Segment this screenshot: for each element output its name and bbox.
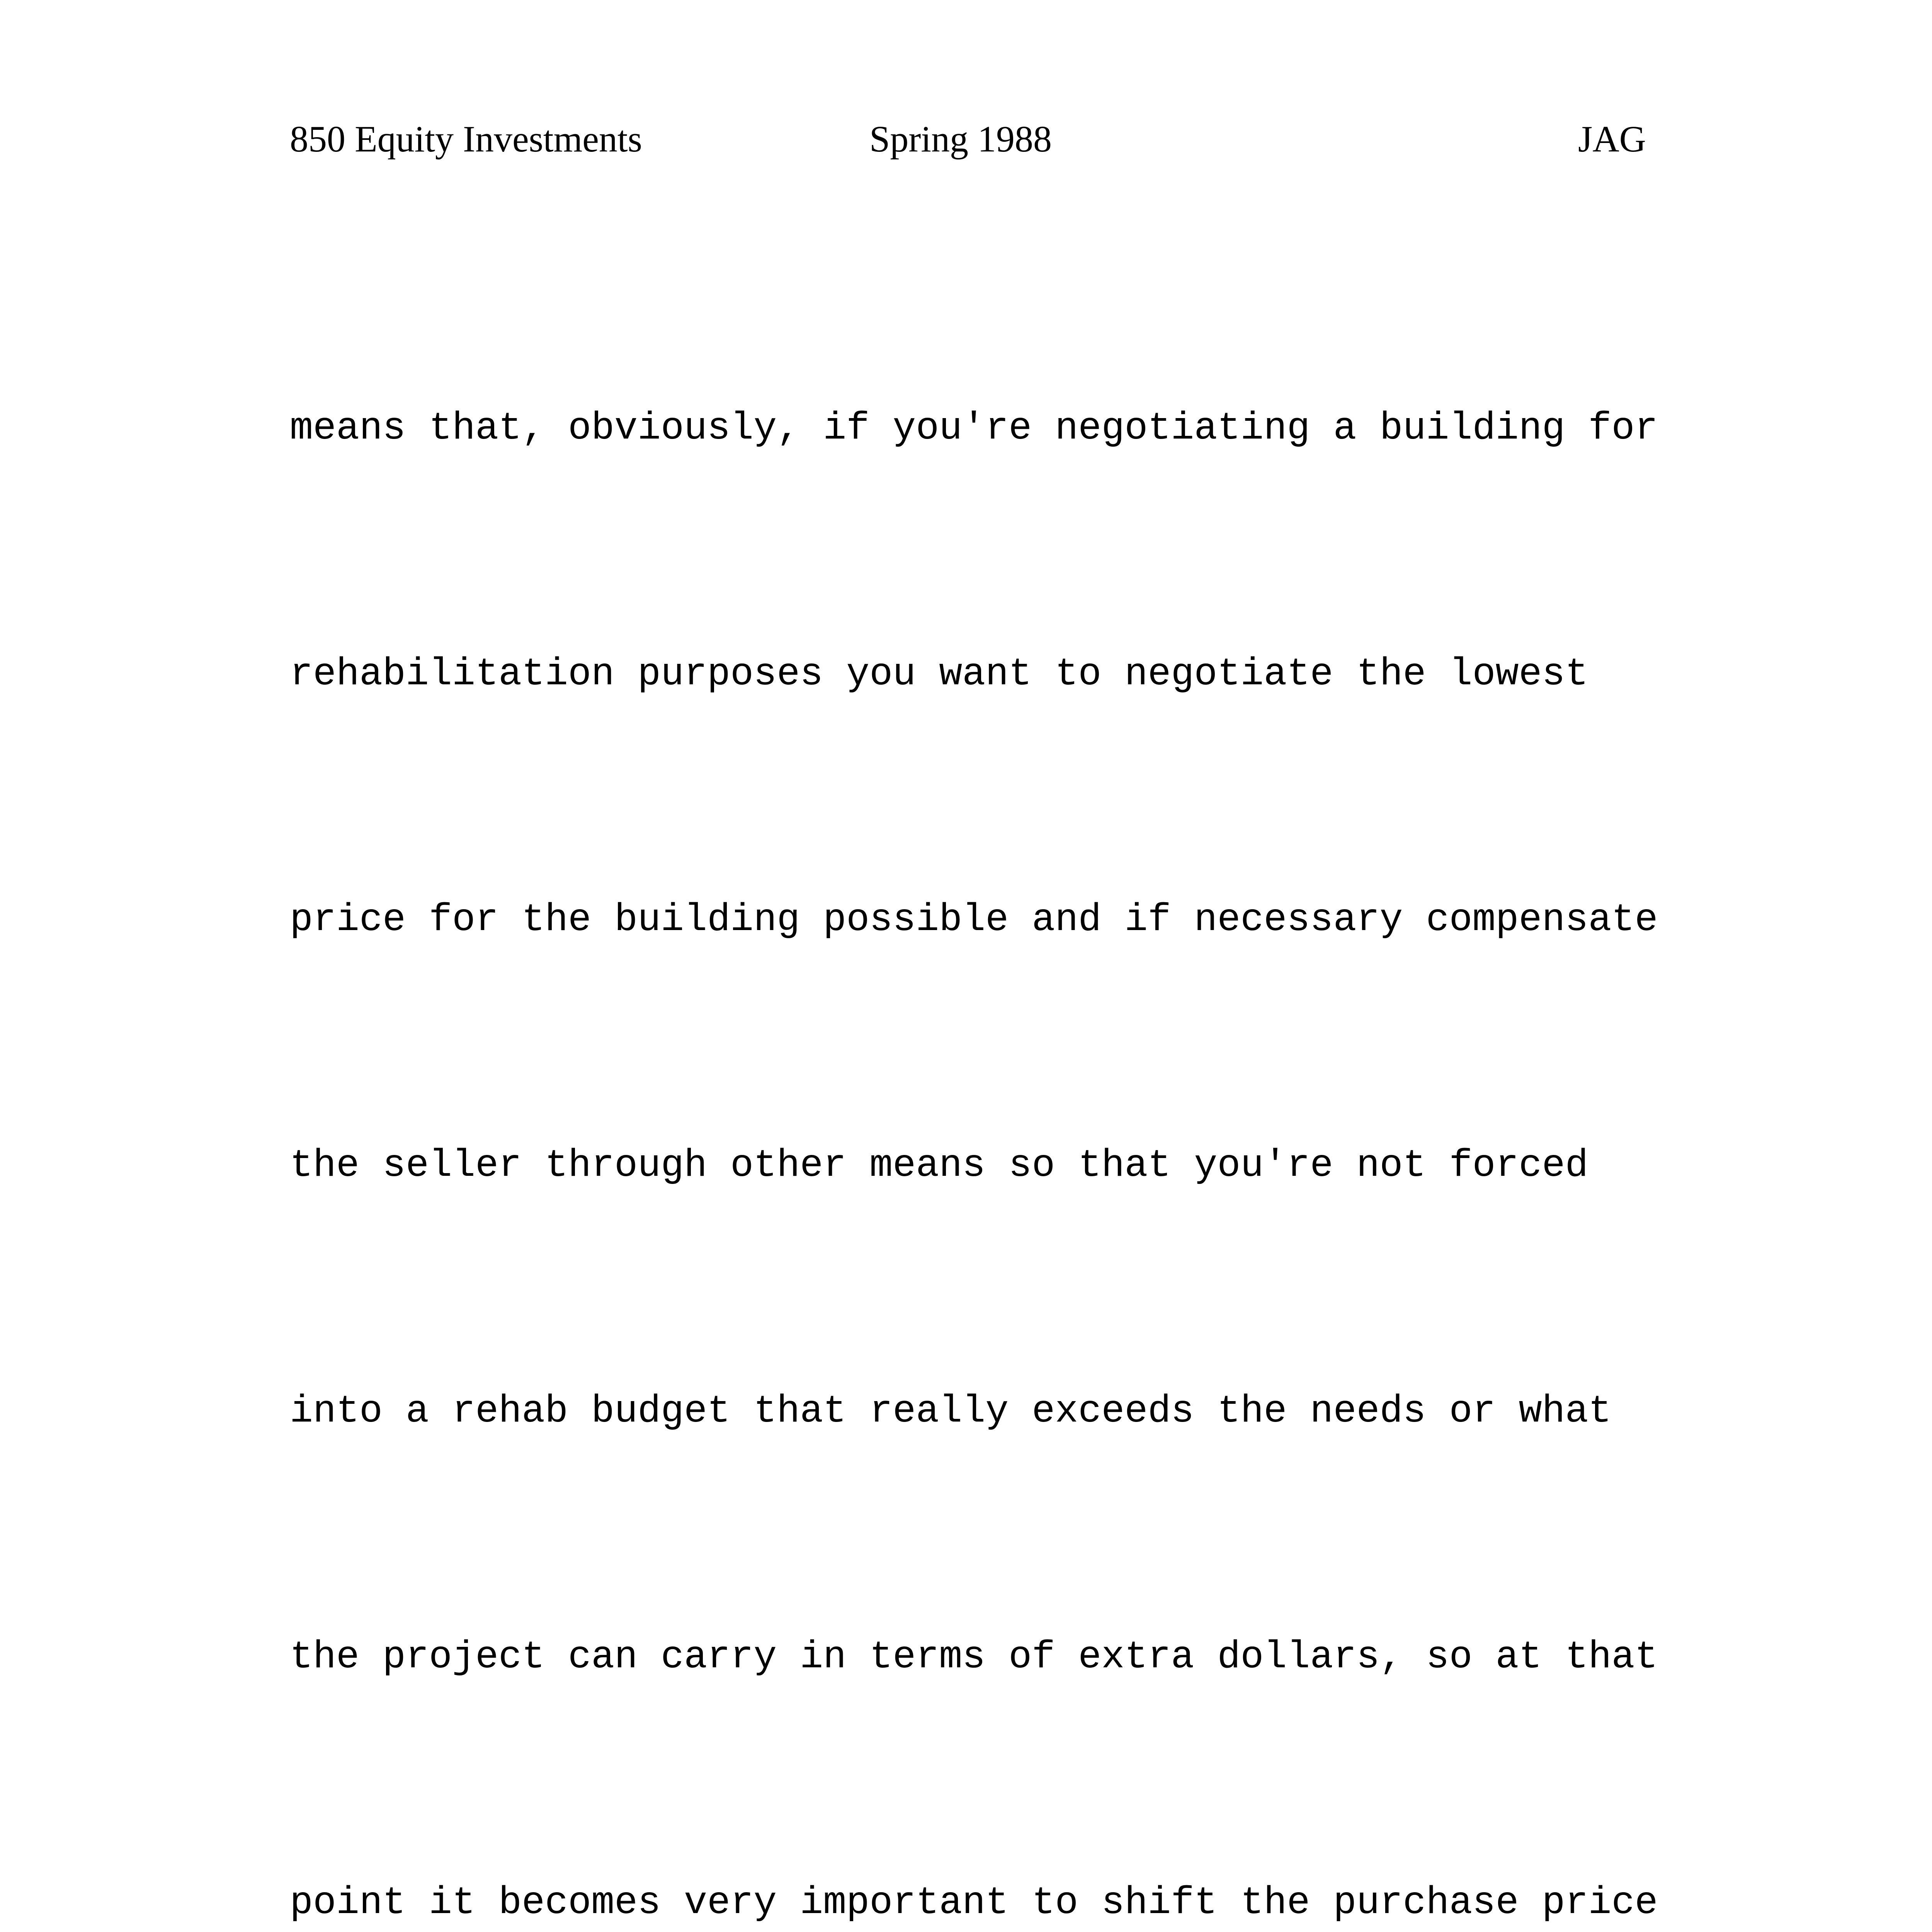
text-line: the project can carry in terms of extra dollars, so at that <box>290 1636 1658 1679</box>
transcript-body <box>290 224 1719 1932</box>
text-line: the seller through other means so that you're not forced <box>290 1144 1588 1188</box>
header-course-title: 850 Equity Investments <box>290 118 642 160</box>
text-line: into a rehab budget that really exceeds the needs or what <box>290 1390 1612 1434</box>
text-line: price for the building possible and if necessary compensate <box>290 898 1658 942</box>
header-term: Spring 1988 <box>869 118 1052 160</box>
text-line: means that, obviously, if you're negotiating a building for <box>290 407 1658 451</box>
text-line: point it becomes very important to shift the purchase price <box>290 1881 1658 1925</box>
page-header <box>290 112 1646 166</box>
header-initials: JAG <box>1578 118 1646 160</box>
text-line: rehabilitation purposes you want to negotiate the lowest <box>290 653 1588 696</box>
